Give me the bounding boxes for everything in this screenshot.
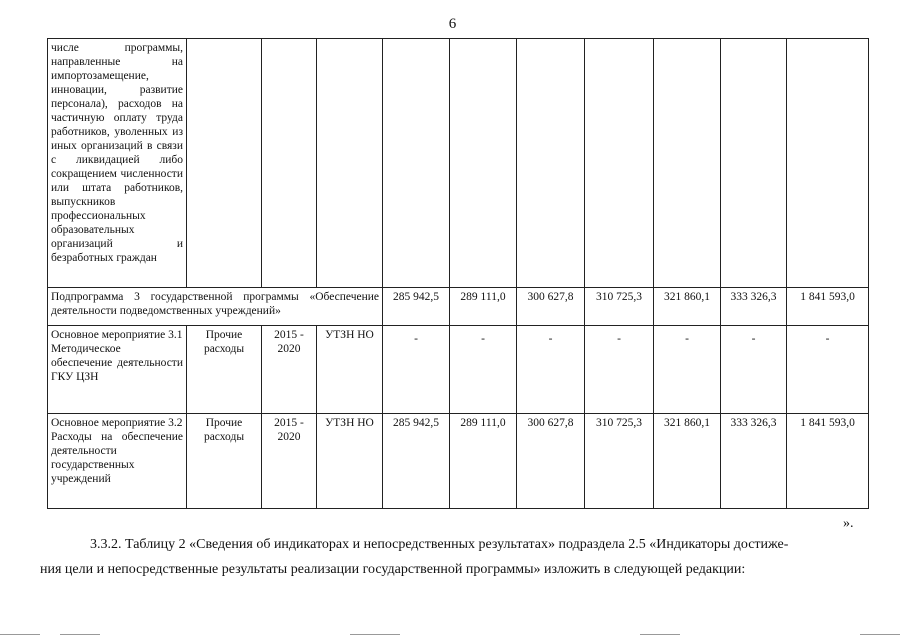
value-cell: 300 627,8	[517, 288, 585, 326]
executor: УТЗН НО	[317, 326, 383, 414]
measure-number: Основное мероприятие 3.2	[51, 417, 183, 429]
measure-name	[48, 326, 187, 414]
measure-title: Расходы на обеспечение деятельности государственных учреждений	[51, 431, 183, 485]
table-row	[48, 39, 869, 288]
value-cell: 285 942,5	[383, 288, 450, 326]
measure-number: Основное мероприятие 3.1	[51, 329, 183, 341]
page-number: 6	[448, 16, 457, 32]
value-cell: 1 841 593,0	[787, 288, 869, 326]
value-cell: -	[517, 326, 585, 414]
value-cell: 310 725,3	[585, 414, 654, 509]
expense-type: Прочие расходы	[187, 326, 262, 414]
measure-name	[48, 414, 187, 509]
value-cell: 1 841 593,0	[787, 414, 869, 509]
row-description: числе программы, направленные на импортозамещение, инновации, развитие персонала), расходов на частичную оплату труда работников, уволенных из иных организаций в связи с ликвидацией либо сокращением численности или штата работников, выпускников профессиональных образовательных организаций и безработных граждан	[48, 39, 187, 288]
value-cell: -	[654, 326, 721, 414]
value-cell: 289 111,0	[450, 288, 517, 326]
budget-table	[47, 38, 869, 509]
value-cell: -	[383, 326, 450, 414]
value-cell: -	[585, 326, 654, 414]
value-cell: 333 326,3	[721, 414, 787, 509]
value-cell: -	[450, 326, 517, 414]
subprogram-label: Подпрограмма 3 государственной программы «Обеспечение деятельности подведомственных учреждений»	[48, 288, 383, 326]
value-cell: 289 111,0	[450, 414, 517, 509]
paragraph-line: ния цели и непосредственные результаты реализации государственной программы» изложить в следующей редакции:	[40, 562, 746, 577]
value-cell: 321 860,1	[654, 288, 721, 326]
value-cell: 321 860,1	[654, 414, 721, 509]
measure-row	[48, 326, 869, 414]
measure-title: Методическое обеспечение деятельности ГКУ ЦЗН	[51, 343, 183, 383]
scan-artifact-line	[60, 634, 100, 635]
value-cell: -	[721, 326, 787, 414]
scan-artifact-line	[0, 634, 40, 635]
closing-quote: ».	[843, 516, 854, 531]
value-cell: 310 725,3	[585, 288, 654, 326]
scan-artifact-line	[350, 634, 400, 635]
value-cell: 300 627,8	[517, 414, 585, 509]
value-cell: 333 326,3	[721, 288, 787, 326]
paragraph-line: 3.3.2. Таблицу 2 «Сведения об индикаторах и непосредственных результатах» подраздела 2.5 «Индикаторы достиже-	[90, 537, 789, 552]
value-cell: -	[787, 326, 869, 414]
period: 2015 - 2020	[262, 326, 317, 414]
executor: УТЗН НО	[317, 414, 383, 509]
period: 2015 - 2020	[262, 414, 317, 509]
expense-type: Прочие расходы	[187, 414, 262, 509]
value-cell: 285 942,5	[383, 414, 450, 509]
scan-artifact-line	[640, 634, 680, 635]
measure-row	[48, 414, 869, 509]
scan-artifact-line	[860, 634, 900, 635]
subprogram-row	[48, 288, 869, 326]
